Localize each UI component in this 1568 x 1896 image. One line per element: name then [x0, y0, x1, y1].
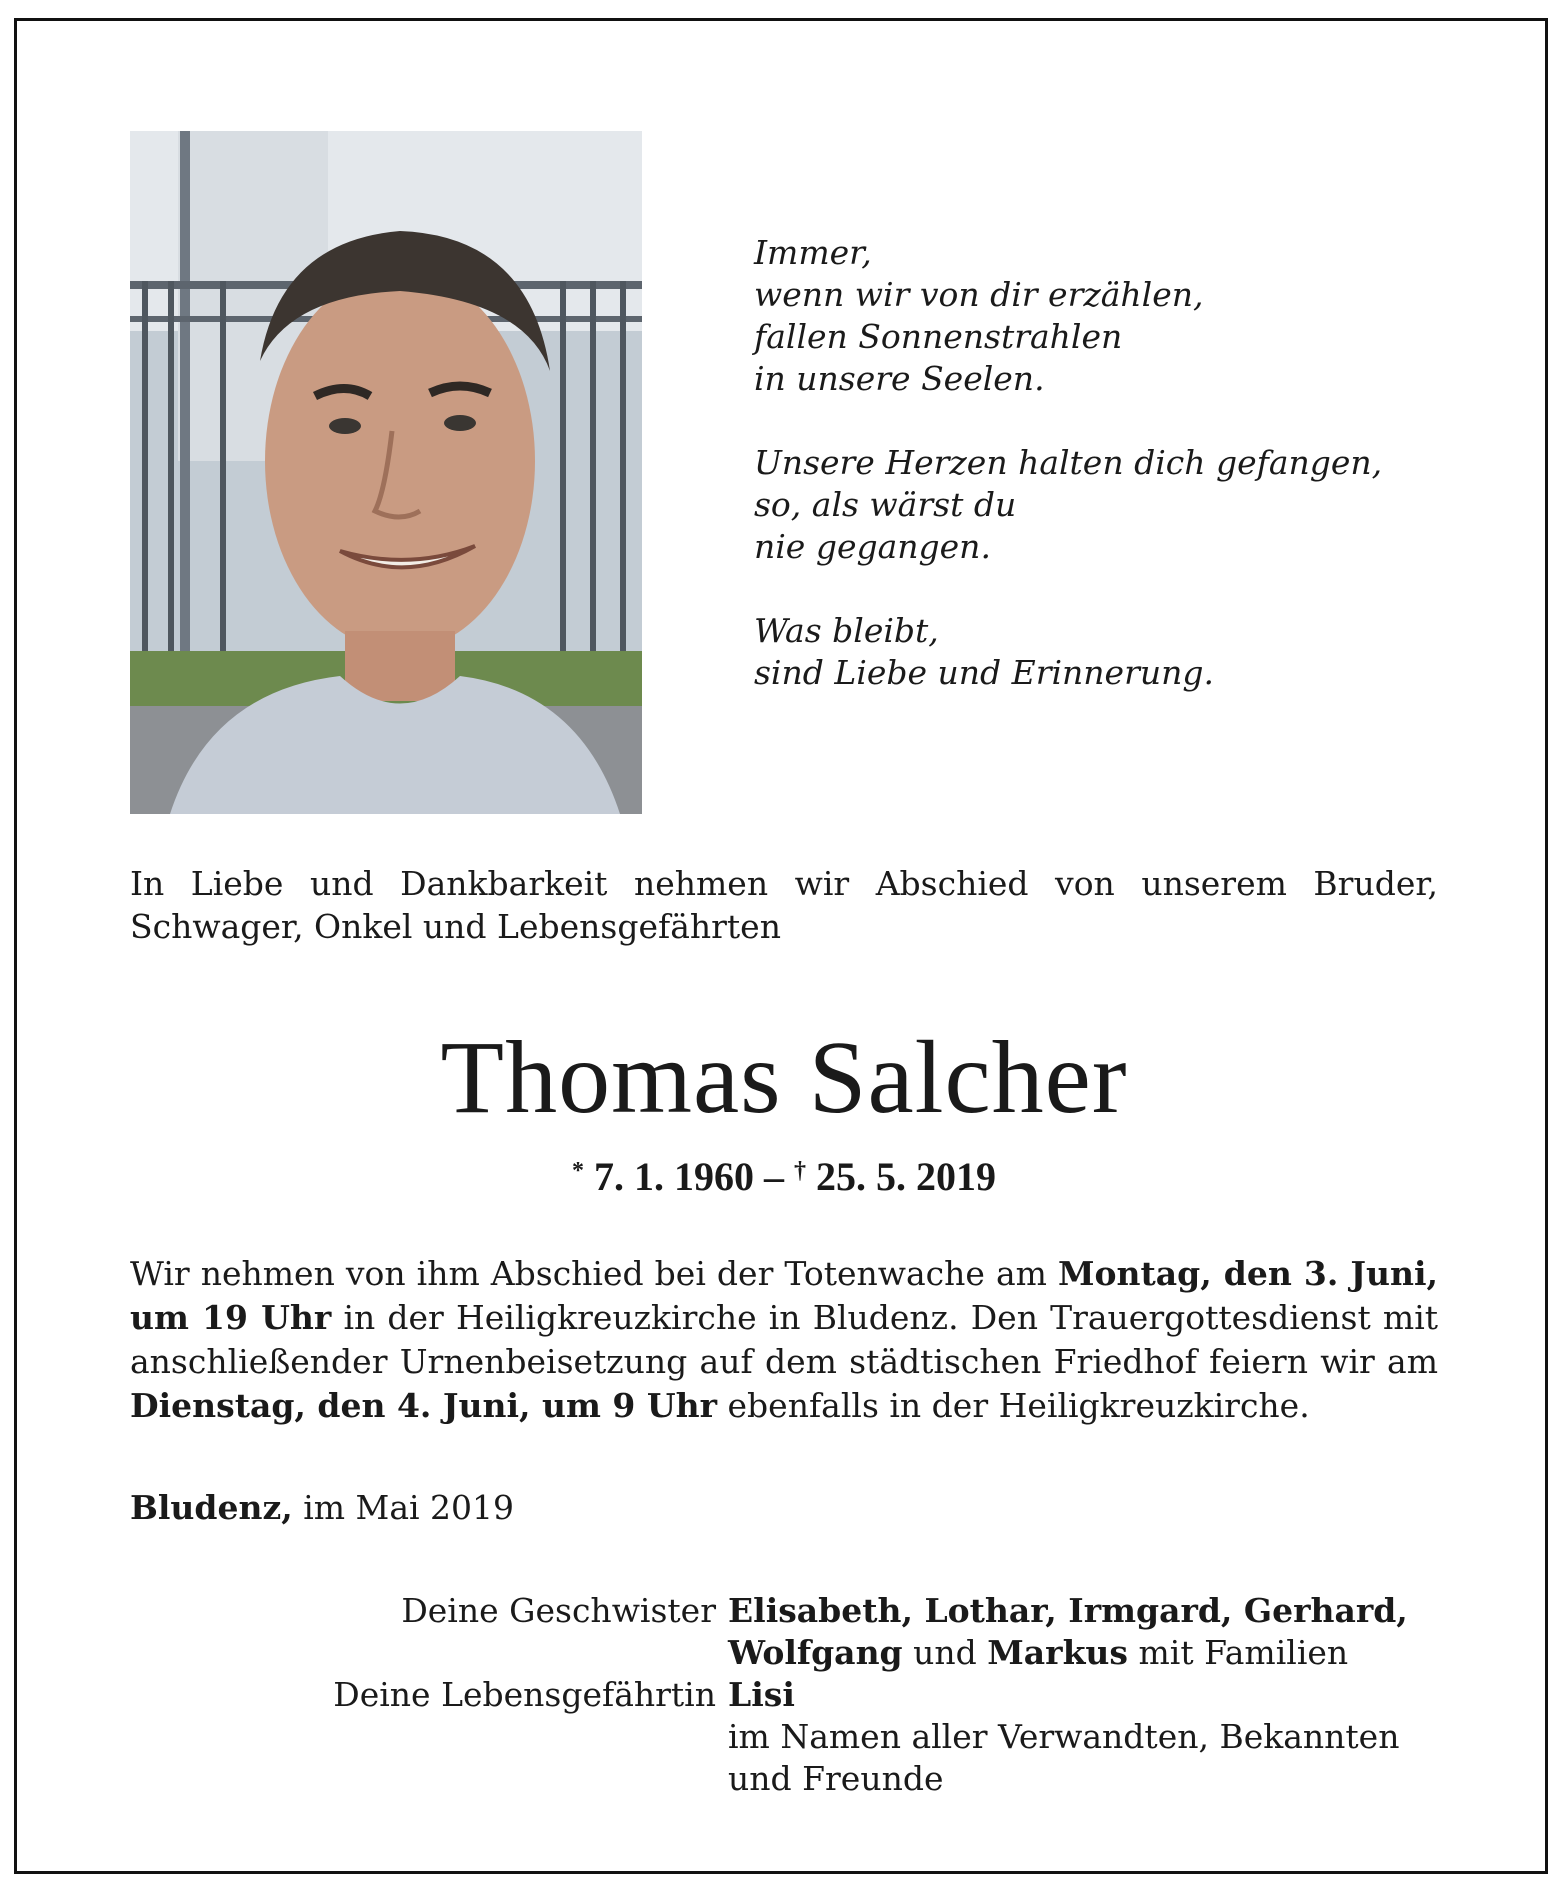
poem-stanza	[754, 610, 1434, 694]
families-suffix: mit Familien	[1128, 1633, 1349, 1672]
poem-line: fallen Sonnenstrahlen	[754, 317, 1123, 356]
poem-line: so, als wärst du	[754, 485, 1017, 524]
poem-line: Was bleibt,	[754, 611, 939, 650]
birth-symbol: *	[572, 1158, 584, 1184]
service-text	[130, 1252, 1438, 1428]
partner-row	[130, 1674, 1438, 1716]
memorial-poem	[754, 232, 1434, 736]
relatives-line: im Namen aller Verwandten, Bekannten	[728, 1717, 1400, 1756]
siblings-label: Deine Geschwister	[401, 1591, 716, 1630]
place-date	[130, 1486, 514, 1530]
empty-label	[130, 1716, 728, 1758]
relatives-line: und Freunde	[728, 1759, 944, 1798]
intro-text: In Liebe und Dankbarkeit nehmen wir Abschied von unserem Bruder, Schwager, Onkel und Lebensgefährten	[130, 864, 1438, 946]
siblings-names	[728, 1590, 1438, 1632]
siblings-names-2	[728, 1632, 1438, 1674]
sibling-name: Wolfgang	[728, 1633, 903, 1672]
service-text-part: ebenfalls in der Heiligkreuzkirche.	[717, 1386, 1310, 1425]
death-date: 25. 5. 2019	[816, 1154, 996, 1199]
death-symbol: †	[794, 1158, 806, 1184]
siblings-row-2	[130, 1632, 1438, 1674]
date-separator: –	[764, 1154, 784, 1199]
place-month: im Mai 2019	[292, 1488, 515, 1527]
service-text-part: Wir nehmen von ihm Abschied bei der Totenwache am	[130, 1254, 1059, 1293]
poem-line: nie gegangen.	[754, 527, 991, 566]
empty-label	[130, 1758, 728, 1800]
poem-stanza	[754, 232, 1434, 400]
portrait-image	[130, 131, 642, 814]
wake-date: Montag, den 3. Juni, um 19 Uhr	[130, 1254, 1438, 1337]
portrait-photo	[130, 131, 642, 814]
place-city: Bludenz,	[130, 1488, 293, 1527]
birth-date: 7. 1. 1960	[594, 1154, 754, 1199]
partner-label: Deine Lebensgefährtin	[333, 1675, 716, 1714]
signatories	[130, 1590, 1438, 1800]
siblings-row	[130, 1590, 1438, 1632]
partner-name: Lisi	[728, 1675, 795, 1714]
poem-line: in unsere Seelen.	[754, 359, 1045, 398]
conjunction: und	[902, 1633, 988, 1672]
siblings-names-line: Elisabeth, Lothar, Irmgard, Gerhard,	[728, 1591, 1408, 1630]
poem-line: sind Liebe und Erinnerung.	[754, 653, 1214, 692]
empty-label	[130, 1632, 728, 1674]
relatives-row	[130, 1716, 1438, 1758]
poem-line: wenn wir von dir erzählen,	[754, 275, 1204, 314]
poem-line: Immer,	[754, 233, 872, 272]
service-text-part: in der Heiligkreuzkirche in Bludenz. Den Trauergottesdienst mit anschließender Urnenbeisetzung auf dem städtischen Friedhof feiern wir am	[130, 1298, 1439, 1381]
partner-name-cell	[728, 1674, 1438, 1716]
funeral-date: Dienstag, den 4. Juni, um 9 Uhr	[130, 1386, 718, 1425]
deceased-name: Thomas Salcher	[440, 1020, 1128, 1135]
life-dates	[130, 1147, 1438, 1201]
sibling-name: Markus	[987, 1633, 1128, 1672]
poem-line: Unsere Herzen halten dich gefangen,	[754, 443, 1383, 482]
relatives-row-2	[130, 1758, 1438, 1800]
poem-stanza	[754, 442, 1434, 568]
